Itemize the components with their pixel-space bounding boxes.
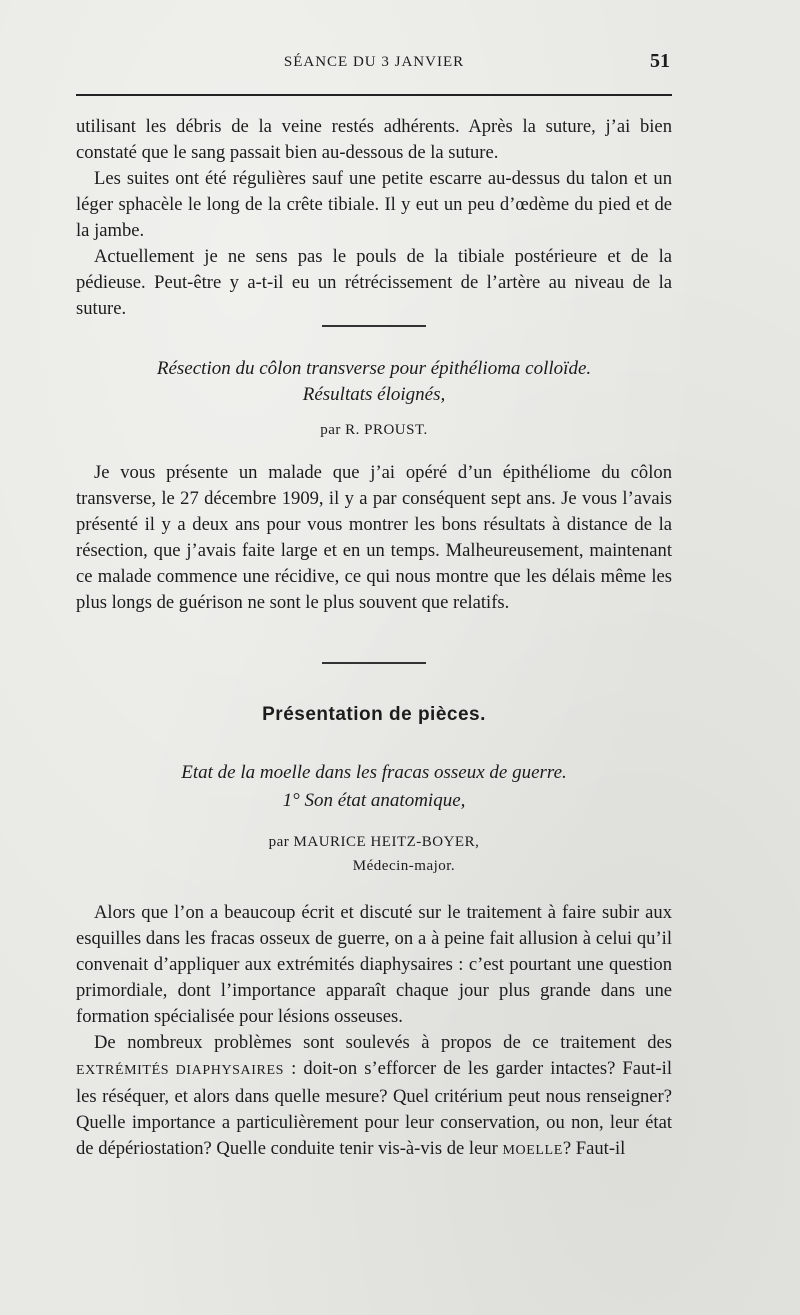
paragraph: Les suites ont été régulières sauf une petite escarre au-dessus du talon et un léger sphacèle le long de la crête tibiale. Il y eut un peu d’œdème du pied et de la jambe. (76, 168, 672, 241)
article-title: Résection du côlon transverse pour épithélioma colloïde. (156, 358, 592, 379)
article-author: par MAURICE HEITZ-BOYER, (268, 834, 480, 850)
text-run: : doit-on s’efforcer de les garder intactes? Faut-il les réséquer, et alors dans quelle mesure? Quel critérium peut nous renseigner? Quelle importance a particulièrement pour leur conservation, ou non, leur état de dépériostation? Quelle conduite tenir vis-à-vis de leur (76, 1058, 673, 1159)
paragraph: utilisant les débris de la veine restés adhérents. Après la suture, j’ai bien constaté que le sang passait bien au-dessous de la suture. (76, 116, 672, 163)
smallcaps-term: EXTRÉMITÉS DIAPHYSAIRES (76, 1063, 284, 1078)
page-number: 51 (650, 50, 670, 72)
header-rule (76, 94, 672, 96)
paragraph: Alors que l’on a beaucoup écrit et discuté sur le traitement à faire subir aux esquilles dans les fracas osseux de guerre, on a à peine fait allusion à celui qu’il convenait d’appliquer aux extrémités diaphysaires : c’est pourtant une question primordiale, dont l’importance apparaît chaque jour plus grande dans une formation spécialisée pour lésions osseuses. (76, 902, 672, 1027)
article-body (76, 460, 672, 616)
article-author: par R. PROUST. (320, 422, 428, 438)
separator-rule (322, 662, 426, 664)
page-header (76, 50, 672, 80)
paragraph: Je vous présente un malade que j’ai opéré d’un épithéliome du côlon transverse, le 27 décembre 1909, il y a par conséquent sept ans. Je vous l’avais présenté il y a deux ans pour vous montrer les bons résultats à distance de la résection, que j’avais faite large et en un temps. Malheureusement, maintenant ce malade commence une récidive, ce qui nous montre que les délais même les plus longs de guérison ne sont le plus souvent que relatifs. (76, 462, 672, 613)
running-title: SÉANCE DU 3 JANVIER (283, 54, 465, 70)
section-heading: Présentation de pièces. (262, 704, 486, 725)
text-run: ? Faut-il (562, 1138, 626, 1159)
paragraph (76, 1030, 672, 1164)
paragraph: Actuellement je ne sens pas le pouls de la tibiale postérieure et de la pédieuse. Peut-être y a-t-il eu un rétrécissement de l’artère au niveau de la suture. (76, 246, 672, 319)
continuation-block (76, 114, 672, 322)
article-body (76, 900, 672, 1164)
separator-rule (322, 325, 426, 327)
article-subtitle: Résultats éloignés, (302, 384, 446, 405)
article-title: Etat de la moelle dans les fracas osseux de guerre. (181, 762, 567, 783)
text-run: De nombreux problèmes sont soulevés à propos de ce traitement des (94, 1032, 672, 1053)
author-role: Médecin-major. (352, 858, 456, 874)
smallcaps-term: MOELLE (502, 1143, 563, 1158)
article-subtitle: 1° Son état anatomique, (282, 790, 466, 811)
